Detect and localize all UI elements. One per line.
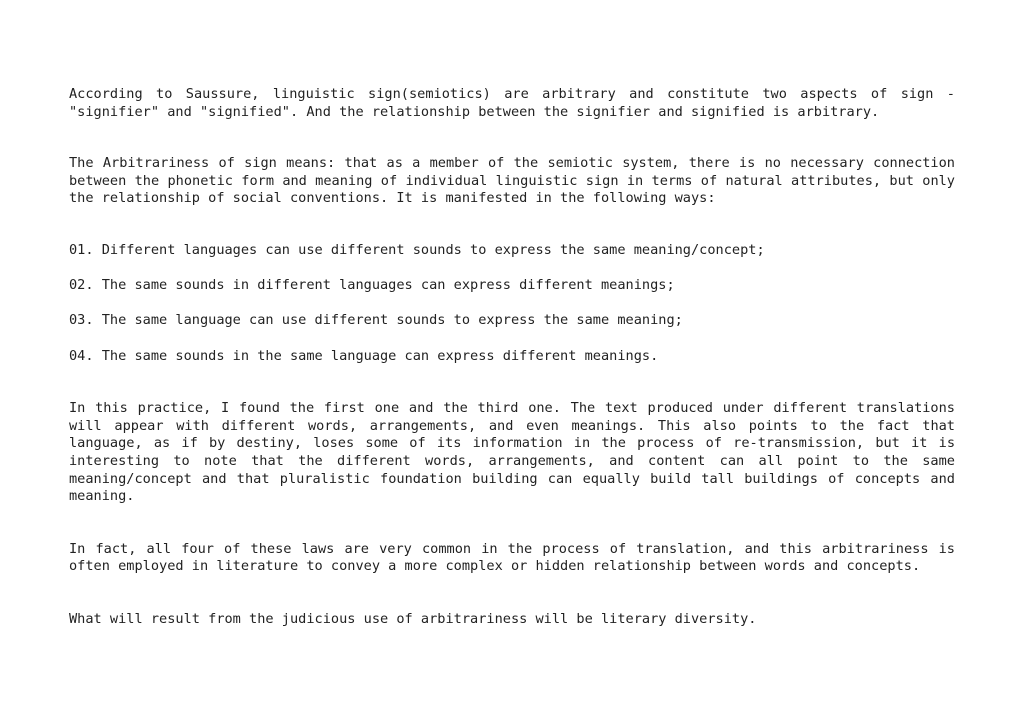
list-item: 02. The same sounds in different languages can express different meanings;	[69, 277, 675, 294]
document-page	[69, 86, 955, 628]
paragraph-practice: In this practice, I found the first one and the third one. The text produced under different translations will appear with different words, arrangements, and even meanings. This also points to the fact that language, as if by destiny, loses some of its information in the process of re-transmission, but it is interesting to note that the different words, arrangements, and content can all point to the same meaning/concept and that pluralistic foundation building can equally build tall buildings of concepts and meaning.	[69, 400, 955, 505]
ways-list	[69, 242, 955, 365]
paragraph-arbitrariness-definition: The Arbitrariness of sign means: that as a member of the semiotic system, there is no necessary connection between the phonetic form and meaning of individual linguistic sign in terms of natural attributes, but only the relationship of social conventions. It is manifested in the following ways:	[69, 155, 955, 207]
list-item: 04. The same sounds in the same language can express different meanings.	[69, 347, 659, 364]
paragraph-translation: In fact, all four of these laws are very common in the process of translation, and this arbitrariness is often employed in literature to convey a more complex or hidden relationship between words and concepts.	[69, 540, 955, 575]
paragraph-saussure: According to Saussure, linguistic sign(semiotics) are arbitrary and constitute two aspects of sign - "signifier" and "signified". And the relationship between the signifier and signified is arbitrary.	[69, 86, 955, 120]
list-item: 01. Different languages can use different sounds to express the same meaning/concept;	[69, 241, 765, 258]
list-item: 03. The same language can use different sounds to express the same meaning;	[69, 312, 683, 329]
paragraph-conclusion: What will result from the judicious use of arbitrariness will be literary diversity.	[69, 610, 757, 627]
